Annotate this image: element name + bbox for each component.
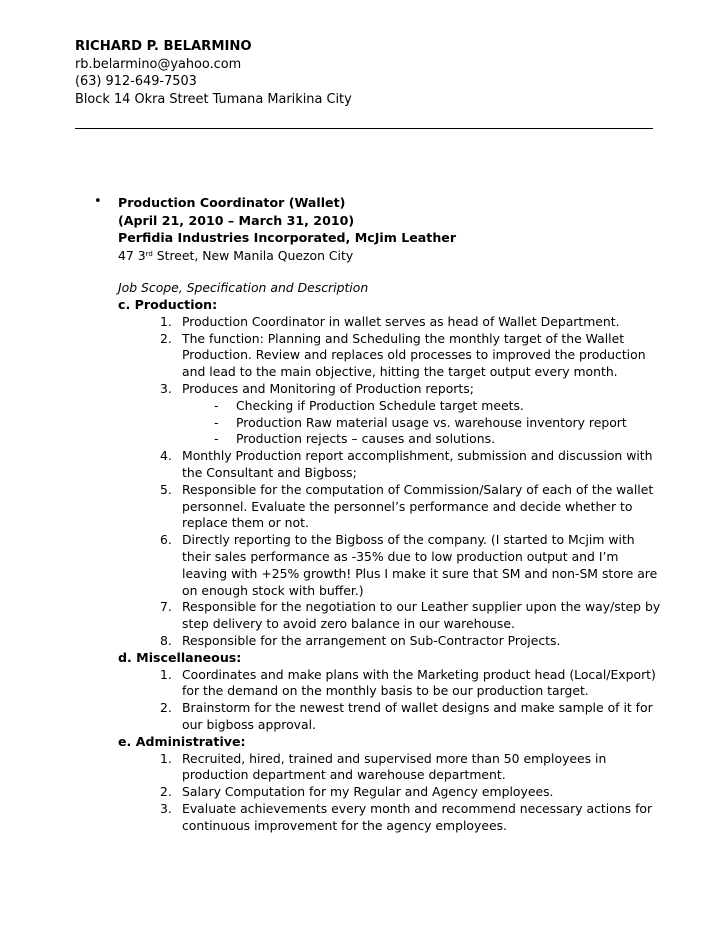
list-item-text: Directly reporting to the Bigboss of the company. (I started to Mcjim with xyxy=(182,532,635,548)
list-item-text: personnel. Evaluate the personnel’s performance and decide whether to xyxy=(182,498,633,514)
sub-item-text: Production Raw material usage vs. warehouse inventory report xyxy=(236,414,627,430)
list-item-number: 5. xyxy=(160,481,172,497)
list-item-number: 7. xyxy=(160,599,172,615)
list-item-text: Responsible for the arrangement on Sub-Contractor Projects. xyxy=(182,633,561,648)
header-divider xyxy=(75,128,653,129)
list-item-text: Responsible for the negotiation to our Leather supplier upon the way/step by xyxy=(182,599,661,615)
list-item-number: 1. xyxy=(160,666,172,682)
sub-item-dash: - xyxy=(214,397,219,413)
sub-item-text: Production rejects – causes and solutions. xyxy=(236,431,496,447)
job-location-sup: rd xyxy=(145,249,153,258)
list-item-text: replace them or not. xyxy=(182,515,309,531)
list-item-text: on enough stock with buffer.) xyxy=(182,582,364,598)
list-item-number: 4. xyxy=(160,448,172,464)
contact-header xyxy=(75,38,352,108)
list-item-text: their sales performance as -35% due to low production output and I’m xyxy=(182,549,619,564)
list-item-number: 3. xyxy=(160,801,172,816)
list-item-number: 1. xyxy=(160,750,172,766)
applicant-email: rb.belarmino@yahoo.com xyxy=(75,56,242,72)
applicant-phone: (63) 912-649-7503 xyxy=(75,74,197,89)
sub-item-text: Checking if Production Schedule target meets. xyxy=(236,397,524,413)
job-location-post: Street, New Manila Quezon City xyxy=(152,247,354,263)
list-item-number: 3. xyxy=(160,381,172,396)
list-item-text: Recruited, hired, trained and supervised more than 50 employees in xyxy=(182,750,607,766)
list-item-number: 2. xyxy=(160,330,172,346)
section-heading-misc: d. Miscellaneous: xyxy=(118,649,242,665)
list-item-text: leaving with +25% growth! Plus I make it sure that SM and non-SM store are xyxy=(182,565,658,581)
section-heading-production: c. Production: xyxy=(118,297,218,312)
list-item-text: Coordinates and make plans with the Marketing product head (Local/Export) xyxy=(182,666,656,682)
job-location-pre: 47 3 xyxy=(118,247,146,263)
scope-heading: Job Scope, Specification and Description xyxy=(118,280,369,295)
list-item-text: Production. Review and replaces old processes to improved the production xyxy=(182,347,646,363)
sub-item-dash: - xyxy=(214,414,219,430)
job-location xyxy=(118,247,456,265)
section-heading-admin: e. Administrative: xyxy=(118,733,246,749)
list-item-text: for the demand on the monthly basis to be our production target. xyxy=(182,683,589,699)
list-item-number: 8. xyxy=(160,633,172,648)
list-item-text: the Consultant and Bigboss; xyxy=(182,465,357,480)
list-item-text: Monthly Production report accomplishment, submission and discussion with xyxy=(182,448,653,464)
job-dates: (April 21, 2010 – March 31, 2010) xyxy=(118,212,355,228)
list-item-text: Responsible for the computation of Commission/Salary of each of the wallet xyxy=(182,481,654,497)
list-item-text: The function: Planning and Scheduling the monthly target of the Wallet xyxy=(182,330,625,346)
sub-item-dash: - xyxy=(214,431,219,447)
list-item-text: production department and warehouse department. xyxy=(182,767,506,783)
list-item-number: 2. xyxy=(160,700,172,716)
list-item-text: Production Coordinator in wallet serves as head of Wallet Department. xyxy=(182,313,620,329)
list-item-number: 6. xyxy=(160,532,172,548)
applicant-name: RICHARD P. BELARMINO xyxy=(75,39,252,54)
list-item-text: continuous improvement for the agency employees. xyxy=(182,817,507,833)
list-item-number: 1. xyxy=(160,313,172,329)
list-item-text: Evaluate achievements every month and recommend necessary actions for xyxy=(182,801,653,816)
list-item-text: and lead to the main objective, hitting the target output every month. xyxy=(182,364,618,380)
list-item-text: Salary Computation for my Regular and Agency employees. xyxy=(182,784,554,800)
list-item-text: our bigboss approval. xyxy=(182,717,316,732)
job-title: Production Coordinator (Wallet) xyxy=(118,195,346,210)
job-company: Perfidia Industries Incorporated, McJim Leather xyxy=(118,230,457,245)
list-item-text: step delivery to avoid zero balance in our warehouse. xyxy=(182,616,515,632)
list-item-text: Brainstorm for the newest trend of wallet designs and make sample of it for xyxy=(182,700,653,716)
job-bullet: • xyxy=(94,194,102,209)
job-entry xyxy=(118,194,456,264)
list-item-text: Produces and Monitoring of Production reports; xyxy=(182,381,474,396)
list-item-number: 2. xyxy=(160,784,172,800)
applicant-address: Block 14 Okra Street Tumana Marikina City xyxy=(75,91,352,107)
